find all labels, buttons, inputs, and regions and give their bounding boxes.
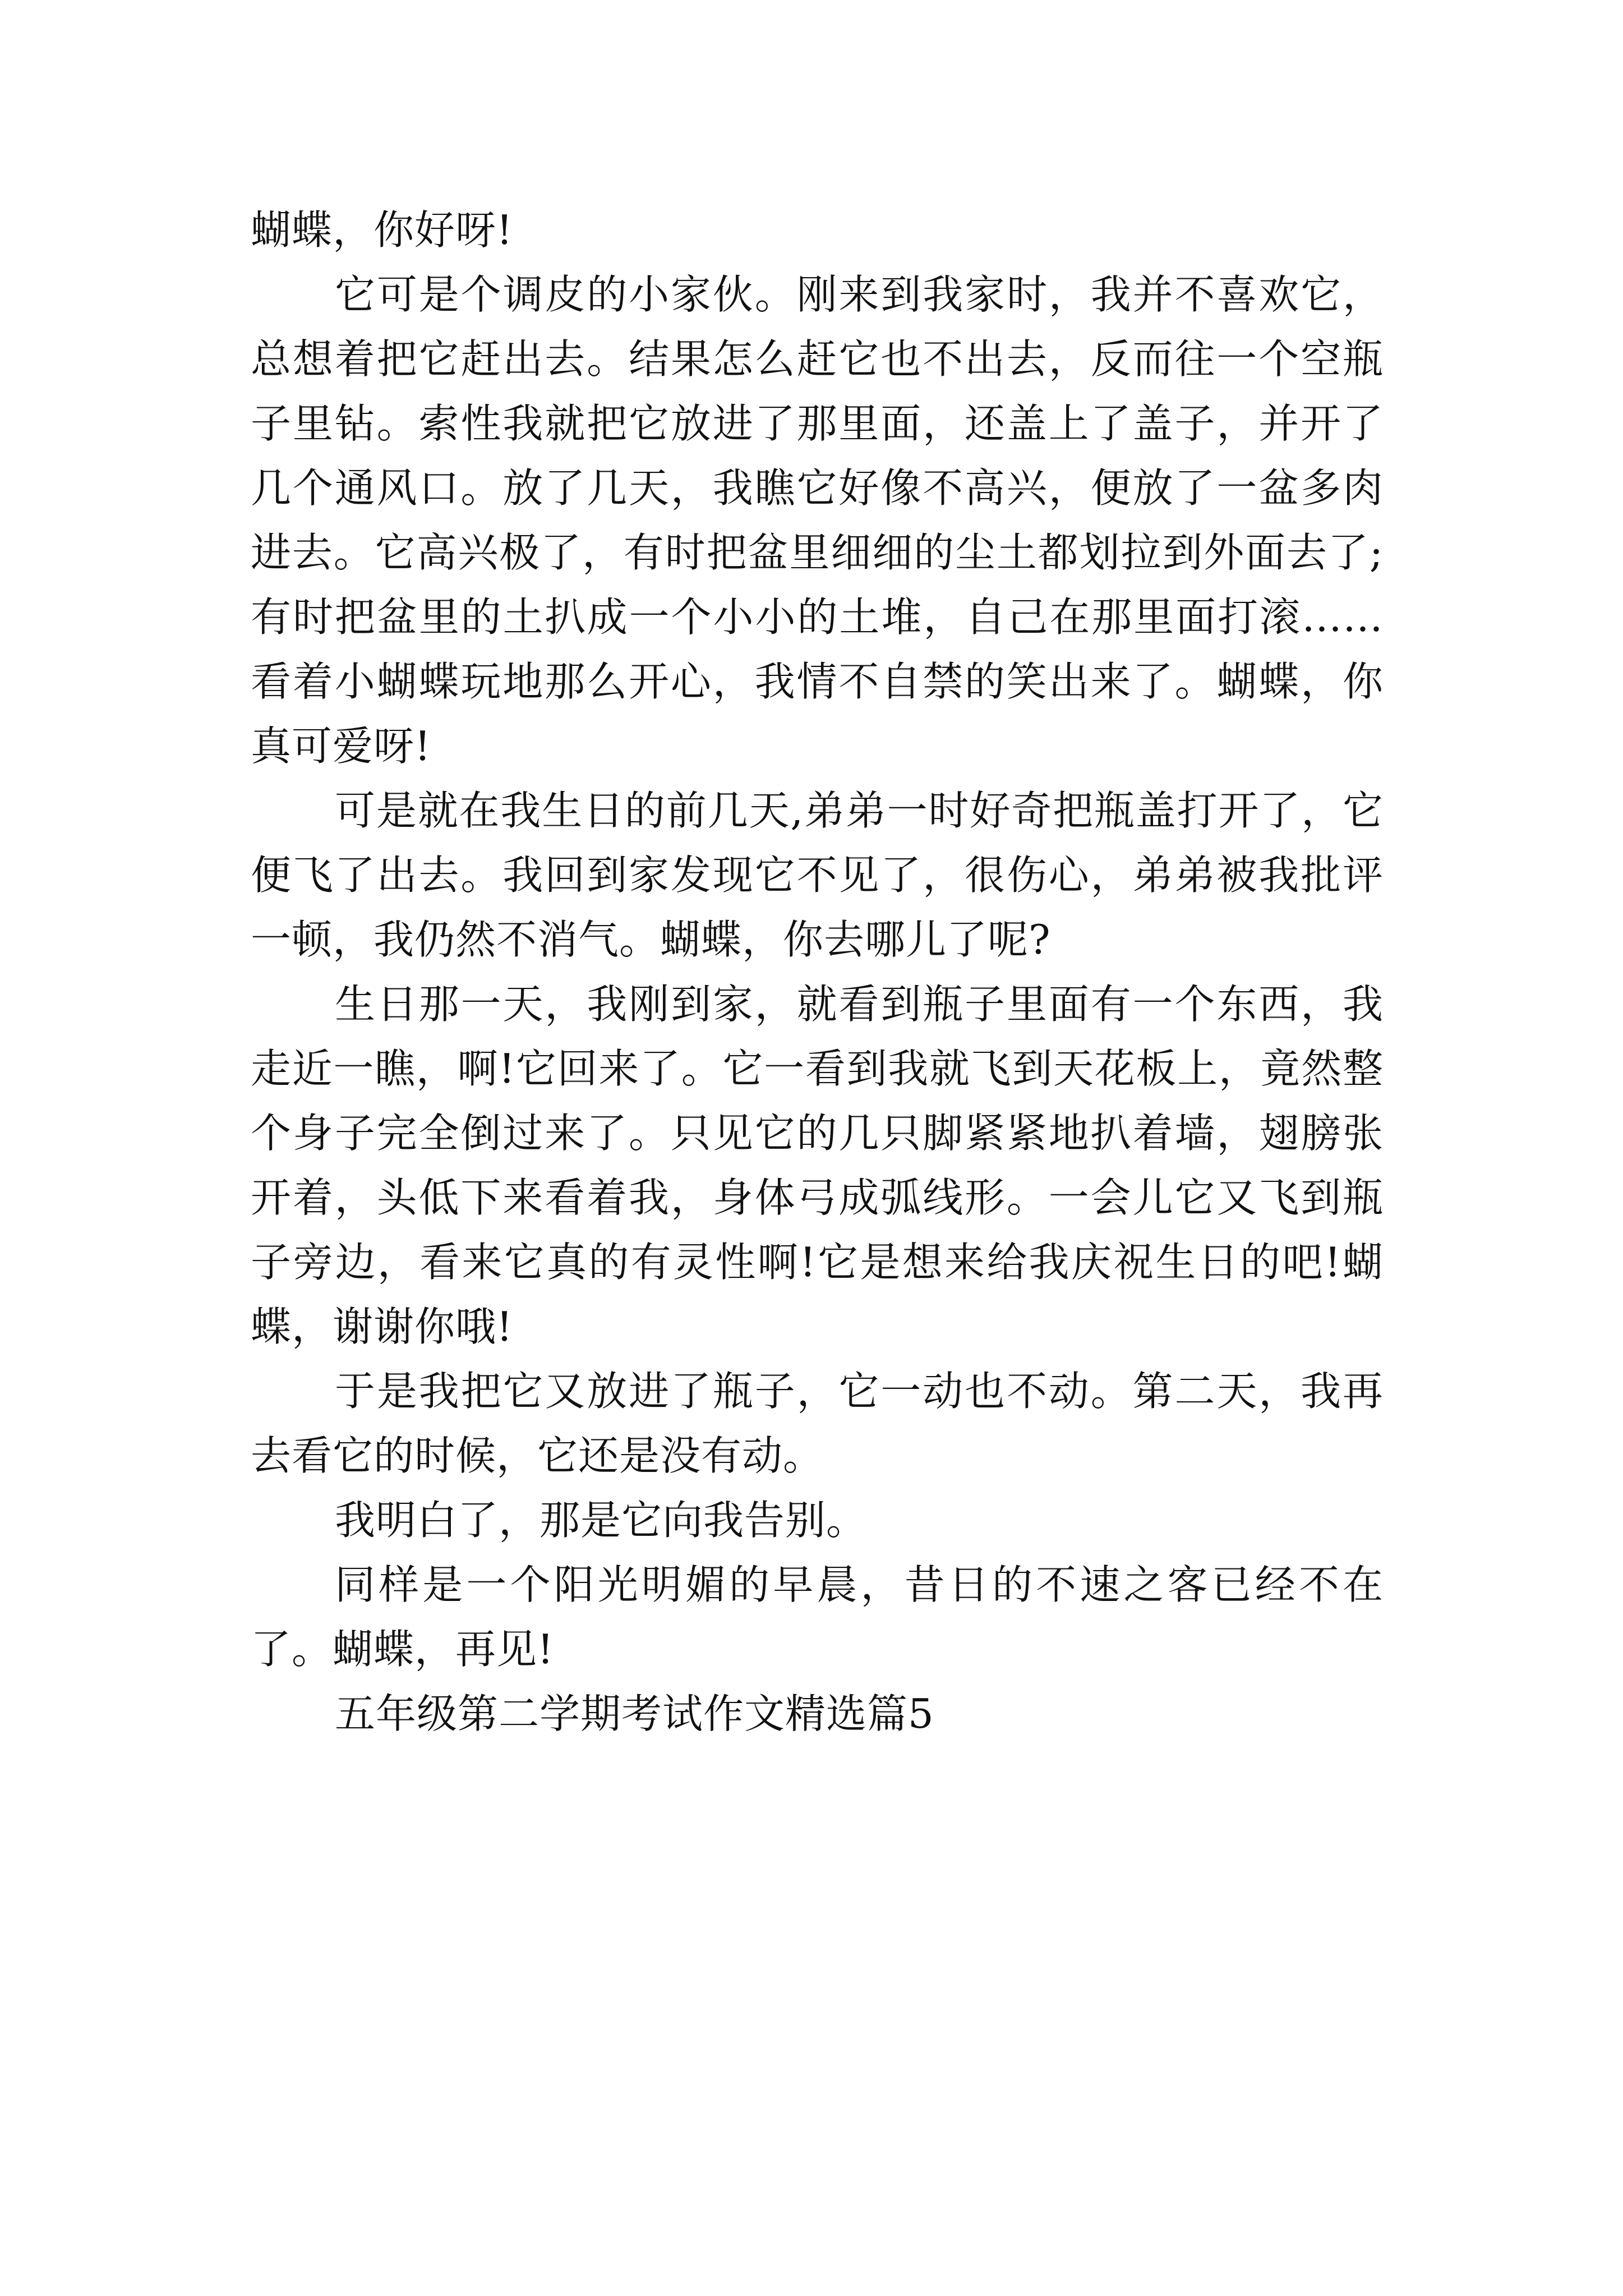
paragraph-butterfly-still: 于是我把它又放进了瓶子，它一动也不动。第二天，我再去看它的时候，它还是没有动。 — [251, 1368, 1384, 1479]
paragraph-butterfly-flew-away: 可是就在我生日的前几天,弟弟一时好奇把瓶盖打开了，它便飞了出去。我回到家发现它不见了，很伤心，弟弟被我批评一顿，我仍然不消气。蝴蝶，你去哪儿了呢? — [251, 787, 1384, 963]
paragraph-naughty-butterfly: 它可是个调皮的小家伙。刚来到我家时，我并不喜欢它，总想着把它赶出去。结果怎么赶它也不出去，反而往一个空瓶子里钻。索性我就把它放进了那里面，还盖上了盖子，并开了几个通风口。放了几天，我瞧它好像不高兴，便放了一盆多肉进去。它高兴极了，有时把盆里细细的尘土都划拉到外面去了;有时把盆里的土扒成一个小小的土堆，自己在那里面打滚……看着小蝴蝶玩地那么开心，我情不自禁的笑出来了。蝴蝶，你真可爱呀! — [251, 271, 1384, 770]
essay-body — [251, 198, 1384, 1746]
section-heading: 五年级第二学期考试作文精选篇5 — [335, 1690, 934, 1737]
paragraph-birthday-return: 生日那一天，我刚到家，就看到瓶子里面有一个东西，我走近一瞧，啊!它回来了。它一看到我就飞到天花板上，竟然整个身子完全倒过来了。只见它的几只脚紧紧地扒着墙，翅膀张开着，头低下来看着我，身体弓成弧线形。一会儿它又飞到瓶子旁边，看来它真的有灵性啊!它是想来给我庆祝生日的吧!蝴蝶，谢谢你哦! — [251, 981, 1384, 1350]
paragraph-farewell: 我明白了，那是它向我告别。 — [335, 1497, 868, 1544]
paragraph-greeting: 蝴蝶，你好呀! — [251, 206, 513, 254]
paragraph-goodbye: 同样是一个阳光明媚的早晨，昔日的不速之客已经不在了。蝴蝶，再见! — [251, 1561, 1384, 1673]
